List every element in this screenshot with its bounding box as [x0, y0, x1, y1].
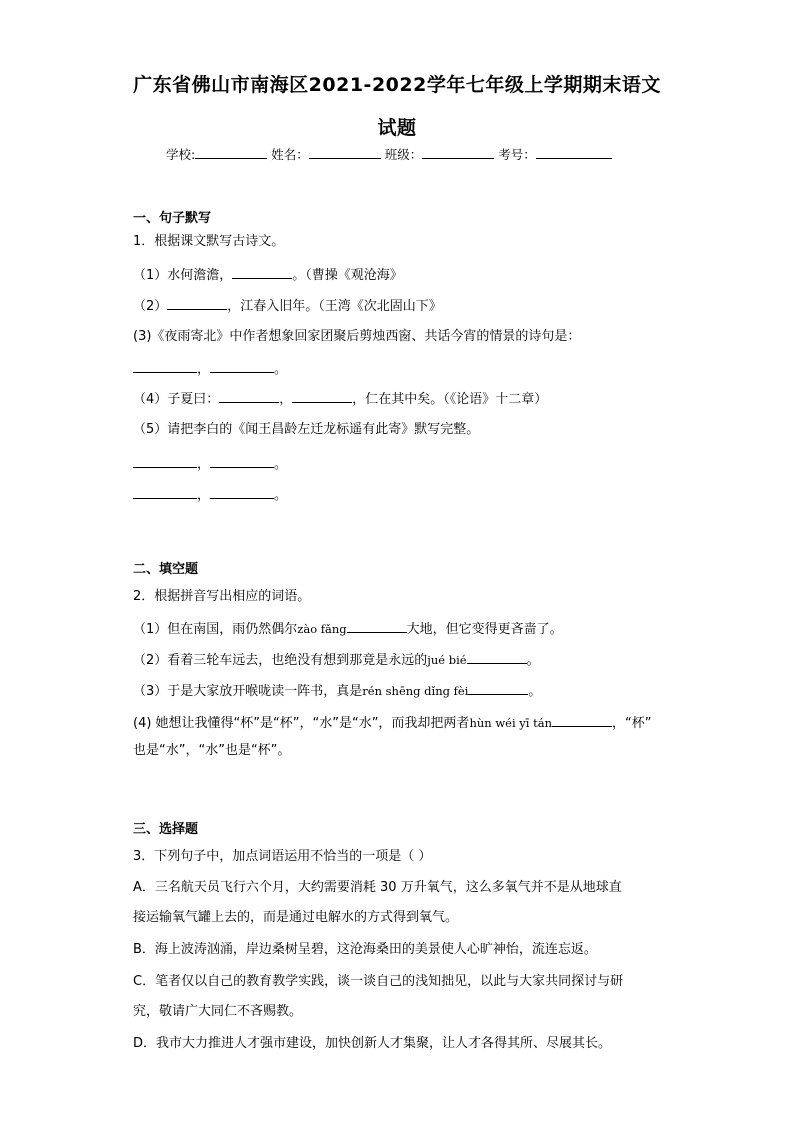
answer-blank[interactable] — [232, 266, 292, 279]
student-info-row — [166, 145, 612, 163]
page-title-continued: 试题 — [377, 117, 417, 139]
class-label: 班级： — [384, 147, 423, 162]
class-blank[interactable] — [422, 146, 494, 159]
answer-blank[interactable] — [210, 455, 274, 468]
section-heading-1: 一、句子默写 — [133, 211, 212, 226]
question-2-part-2: （2）看着三轮车远去，也绝没有想到那竟是永远的jué bié 。 — [133, 653, 540, 668]
answer-blank[interactable] — [552, 714, 612, 727]
option-c[interactable]: C．笔者仅以自己的教育教学实践，谈一谈自己的浅知拙见，以此与大家共同探讨与研 — [133, 974, 624, 989]
question-2-part-4: (4) 她想让我懂得“杯”是“杯”，“水”是“水”，而我却把两者hùn wéi yī tán ，“杯” — [133, 716, 652, 731]
question-2-part-4-cont: 也是“水”，“水”也是“杯”。 — [133, 743, 291, 758]
question-1-stem: 1．根据课文默写古诗文。 — [133, 234, 285, 249]
answer-blank[interactable] — [167, 297, 227, 310]
question-1-part-3: (3)《夜雨寄北》中作者想象回家团聚后剪烛西窗、共话今宵的情景的诗句是： — [133, 329, 581, 344]
question-2-part-3: （3）于是大家放开喉咙读一阵书，真是rén shēng dǐng fèi 。 — [133, 684, 542, 699]
section-heading-3: 三、选择题 — [133, 822, 199, 837]
option-a-cont: 接运输氧气罐上去的，而是通过电解水的方式得到氧气。 — [133, 910, 459, 925]
name-blank[interactable] — [309, 146, 381, 159]
option-b[interactable]: B．海上波涛汹涌，岸边桑树呈碧，这沧海桑田的美景使人心旷神怡，流连忘返。 — [133, 942, 597, 957]
option-a[interactable]: A．三名航天员飞行六个月，大约需要消耗 30 万升氧气，这么多氧气并不是从地球直 — [133, 880, 622, 895]
school-blank[interactable] — [195, 146, 267, 159]
question-2-stem: 2．根据拼音写出相应的词语。 — [133, 589, 311, 604]
answer-blank[interactable] — [133, 455, 197, 468]
option-d[interactable]: D．我市大力推进人才强市建设，加快创新人才集聚，让人才各得其所、尽展其长。 — [133, 1036, 612, 1051]
question-2-part-1: （1）但在南国，雨仍然偶尔zào fǎng 大地，但它变得更吝啬了。 — [133, 622, 563, 637]
answer-blank[interactable] — [210, 486, 274, 499]
answer-blank[interactable] — [210, 360, 274, 373]
exam-no-label: 考号： — [498, 147, 536, 162]
answer-blank[interactable] — [133, 486, 197, 499]
answer-blank[interactable] — [292, 390, 352, 403]
school-label: 学校: — [166, 147, 196, 162]
section-heading-2: 二、填空题 — [133, 562, 199, 577]
option-c-cont: 究，敬请广大同仁不吝赐教。 — [133, 1004, 303, 1019]
question-1-part-2: （2） ，江春入旧年。（王湾《次北固山下》 — [133, 299, 442, 314]
exam-no-blank[interactable] — [536, 146, 612, 159]
name-label: 姓名： — [271, 147, 309, 162]
answer-blank[interactable] — [467, 651, 527, 664]
question-1-part-4: （4）子夏曰： ， ，仁在其中矣。（《论语》十二章） — [133, 392, 548, 407]
question-1-part-5-answer-2: ， 。 — [133, 486, 673, 504]
question-1-part-1: （1）水何澹澹， 。（曹操《观沧海》 — [133, 268, 403, 283]
question-1-part-5-answer-1: ， 。 — [133, 455, 673, 473]
answer-blank[interactable] — [347, 620, 407, 633]
answer-blank[interactable] — [219, 390, 279, 403]
question-3-stem: 3．下列句子中，加点词语运用不恰当的一项是（ ） — [133, 849, 432, 864]
question-1-part-3-answer: ， 。 — [133, 360, 673, 378]
question-1-part-5: （5）请把李白的《闻王昌龄左迁龙标遥有此寄》默写完整。 — [133, 422, 480, 437]
answer-blank[interactable] — [468, 682, 528, 695]
answer-blank[interactable] — [133, 360, 197, 373]
page-title: 广东省佛山市南海区2021-2022学年七年级上学期期末语文 — [133, 74, 661, 96]
